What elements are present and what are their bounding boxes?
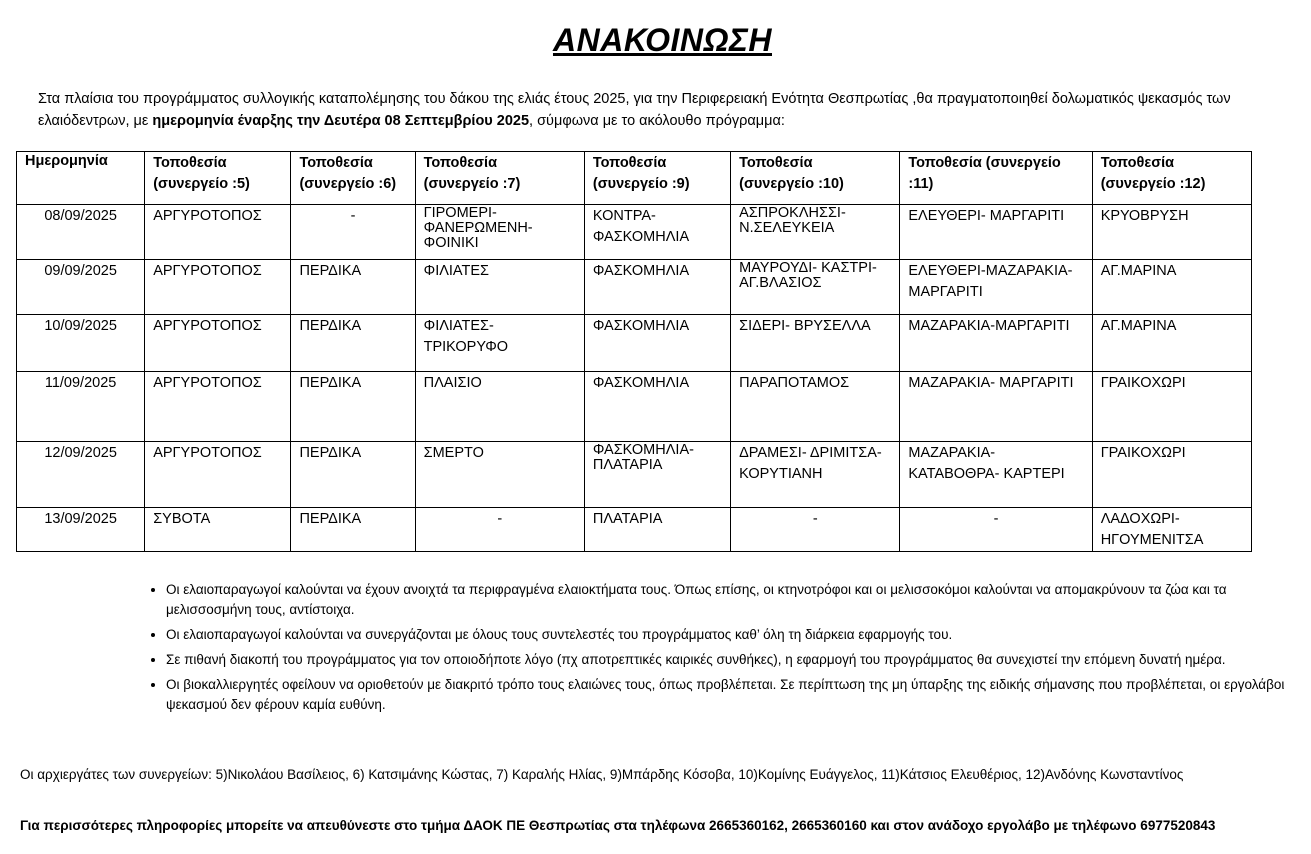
table-cell: ΦΑΣΚΟΜΗΛΙΑ- ΠΛΑΤΑΡΙΑ <box>584 442 730 508</box>
table-cell: ΦΙΛΙΑΤΕΣ <box>415 260 584 315</box>
table-cell: ΑΣΠΡΟΚΛΗΣΣΙ- Ν.ΣΕΛΕΥΚΕΙΑ <box>731 205 900 260</box>
table-cell: ΑΡΓΥΡΟΤΟΠΟΣ <box>145 315 291 372</box>
note-item: • Οι βιοκαλλιεργητές οφείλουν να οριοθετούν με διακριτό τρόπο τους ελαιώνες τους, όπως προβλέπεται. Σε περίπτωση της μη ύπαρξης της ειδικής σήμανσης που προβλέπεται, οι εργολάβοι ψεκασμού δεν φέρουν καμία ευθύνη. <box>166 675 1308 715</box>
table-cell: ΚΡΥΟΒΡΥΣΗ <box>1092 205 1251 260</box>
table-cell: ΑΡΓΥΡΟΤΟΠΟΣ <box>145 260 291 315</box>
notes-list <box>140 580 1308 720</box>
table-cell: ΠΕΡΔΙΚΑ <box>291 508 415 552</box>
intro-text-end: , σύμφωνα με το ακόλουθο πρόγραμμα: <box>529 113 785 129</box>
column-header-crew-6: Τοποθεσία (συνεργείο :6) <box>291 152 415 205</box>
table-cell: ΛΑΔΟΧΩΡΙ- ΗΓΟΥΜΕΝΙΤΣΑ <box>1092 508 1251 552</box>
table-row <box>17 205 1252 260</box>
table-cell: ΓΡΑΙΚΟΧΩΡΙ <box>1092 442 1251 508</box>
date-cell: 12/09/2025 <box>17 442 145 508</box>
table-cell: ΦΑΣΚΟΜΗΛΙΑ <box>584 372 730 442</box>
table-cell: ΦΑΣΚΟΜΗΛΙΑ <box>584 260 730 315</box>
table-cell: ΜΑΥΡΟΥΔΙ- ΚΑΣΤΡΙ- ΑΓ.ΒΛΑΣΙΟΣ <box>731 260 900 315</box>
note-item: • Οι ελαιοπαραγωγοί καλούνται να συνεργάζονται με όλους τους συντελεστές του προγράμματος καθ’ όλη τη διάρκεια εφαρμογής του. <box>166 625 1308 645</box>
table-cell: ΑΡΓΥΡΟΤΟΠΟΣ <box>145 442 291 508</box>
date-cell: 11/09/2025 <box>17 372 145 442</box>
table-cell: - <box>731 508 900 552</box>
table-cell: ΜΑΖΑΡΑΚΙΑ-ΜΑΡΓΑΡΙΤΙ <box>900 315 1092 372</box>
table-cell: ΠΕΡΔΙΚΑ <box>291 260 415 315</box>
table-row <box>17 260 1252 315</box>
table-cell: ΕΛΕΥΘΕΡΙ- ΜΑΡΓΑΡΙΤΙ <box>900 205 1092 260</box>
table-cell: ΣΥΒΟΤΑ <box>145 508 291 552</box>
table-cell: - <box>900 508 1092 552</box>
page-title: ΑΝΑΚΟΙΝΩΣΗ <box>552 22 772 58</box>
column-header-crew-9: Τοποθεσία (συνεργείο :9) <box>584 152 730 205</box>
note-item: • Σε πιθανή διακοπή του προγράμματος για τον οποιοδήποτε λόγο (πχ αποτρεπτικές καιρικές συνθήκες), η εφαρμογή του προγράμματος θα συνεχιστεί την επόμενη δυνατή ημέρα. <box>166 650 1308 670</box>
table-cell: ΠΕΡΔΙΚΑ <box>291 315 415 372</box>
table-row <box>17 372 1252 442</box>
intro-paragraph <box>38 88 1278 132</box>
table-cell: ΔΡΑΜΕΣΙ- ΔΡΙΜΙΤΣΑ- ΚΟΡΥΤΙΑΝΗ <box>731 442 900 508</box>
table-cell: ΠΛΑΤΑΡΙΑ <box>584 508 730 552</box>
table-cell: ΑΓ.ΜΑΡΙΝΑ <box>1092 315 1251 372</box>
column-header-crew-10: Τοποθεσία (συνεργείο :10) <box>731 152 900 205</box>
date-cell: 10/09/2025 <box>17 315 145 372</box>
table-cell: ΠΕΡΔΙΚΑ <box>291 442 415 508</box>
date-cell: 08/09/2025 <box>17 205 145 260</box>
crew-leaders-line: Οι αρχιεργάτες των συνεργείων: 5)Νικολάου Βασίλειος, 6) Κατσιμάνης Κώστας, 7) Καραλής Ηλίας, 9)Μπάρδης Κόσοβα, 10)Κομίνης Ευάγγελος, 11)Κάτσιος Ελευθέριος, 12)Ανδόνης Κωνσταντίνος <box>20 767 1184 782</box>
table-row <box>17 442 1252 508</box>
table-cell: ΠΑΡΑΠΟΤΑΜΟΣ <box>731 372 900 442</box>
column-header-crew-7: Τοποθεσία (συνεργείο :7) <box>415 152 584 205</box>
column-header-crew-12: Τοποθεσία (συνεργείο :12) <box>1092 152 1251 205</box>
date-cell: 13/09/2025 <box>17 508 145 552</box>
table-row <box>17 315 1252 372</box>
table-cell: ΕΛΕΥΘΕΡΙ-ΜΑΖΑΡΑΚΙΑ- ΜΑΡΓΑΡΙΤΙ <box>900 260 1092 315</box>
table-cell: ΣΜΕΡΤΟ <box>415 442 584 508</box>
table-cell: ΠΛΑΙΣΙΟ <box>415 372 584 442</box>
column-header-crew-11: Τοποθεσία (συνεργείο :11) <box>900 152 1092 205</box>
table-cell: ΑΓ.ΜΑΡΙΝΑ <box>1092 260 1251 315</box>
table-cell: - <box>415 508 584 552</box>
table-row <box>17 508 1252 552</box>
date-cell: 09/09/2025 <box>17 260 145 315</box>
table-cell: ΑΡΓΥΡΟΤΟΠΟΣ <box>145 372 291 442</box>
table-header-row <box>17 152 1252 205</box>
table-cell: ΦΙΛΙΑΤΕΣ- ΤΡΙΚΟΡΥΦΟ <box>415 315 584 372</box>
table-cell: - <box>291 205 415 260</box>
column-header-crew-5: Τοποθεσία (συνεργείο :5) <box>145 152 291 205</box>
table-cell: ΜΑΖΑΡΑΚΙΑ- ΚΑΤΑΒΟΘΡΑ- ΚΑΡΤΕΡΙ <box>900 442 1092 508</box>
intro-text-start: Στα πλαίσια του προγράμματος συλλογικής καταπολέμησης του δάκου της ελιάς έτους 2025, για την Περιφερειακή Ενότητα Θεσπρωτίας ,θα πραγματοποιηθεί δολωματικός ψεκασμός των ελαιόδεντρων, με <box>38 91 1231 129</box>
table-cell: ΜΑΖΑΡΑΚΙΑ- ΜΑΡΓΑΡΙΤΙ <box>900 372 1092 442</box>
table-cell: ΚΟΝΤΡΑ- ΦΑΣΚΟΜΗΛΙΑ <box>584 205 730 260</box>
column-header-date: Ημερομηνία <box>17 152 145 205</box>
contact-info-line: Για περισσότερες πληροφορίες μπορείτε να απευθύνεστε στο τμήμα ΔΑΟΚ ΠΕ Θεσπρωτίας στα τηλέφωνα 2665360162, 2665360160 και στον ανάδοχο εργολάβο με τηλέφωνο 6977520843 <box>20 818 1216 833</box>
note-item: • Οι ελαιοπαραγωγοί καλούνται να έχουν ανοιχτά τα περιφραγμένα ελαιοκτήματα τους. Όπως επίσης, οι κτηνοτρόφοι και οι μελισσοκόμοι καλούνται να απομακρύνουν τα ζώα και τα μελισσοσμήνη τους, αντίστοιχα. <box>166 580 1308 620</box>
table-cell: ΦΑΣΚΟΜΗΛΙΑ <box>584 315 730 372</box>
table-cell: ΓΡΑΙΚΟΧΩΡΙ <box>1092 372 1251 442</box>
table-cell: ΑΡΓΥΡΟΤΟΠΟΣ <box>145 205 291 260</box>
intro-start-date: ημερομηνία έναρξης την Δευτέρα 08 Σεπτεμβρίου 2025 <box>152 113 530 129</box>
schedule-table <box>16 151 1252 552</box>
table-cell: ΓΙΡΟΜΕΡΙ- ΦΑΝΕΡΩΜΕΝΗ- ΦΟΙΝΙΚΙ <box>415 205 584 260</box>
table-cell: ΣΙΔΕΡΙ- ΒΡΥΣΕΛΛΑ <box>731 315 900 372</box>
table-cell: ΠΕΡΔΙΚΑ <box>291 372 415 442</box>
